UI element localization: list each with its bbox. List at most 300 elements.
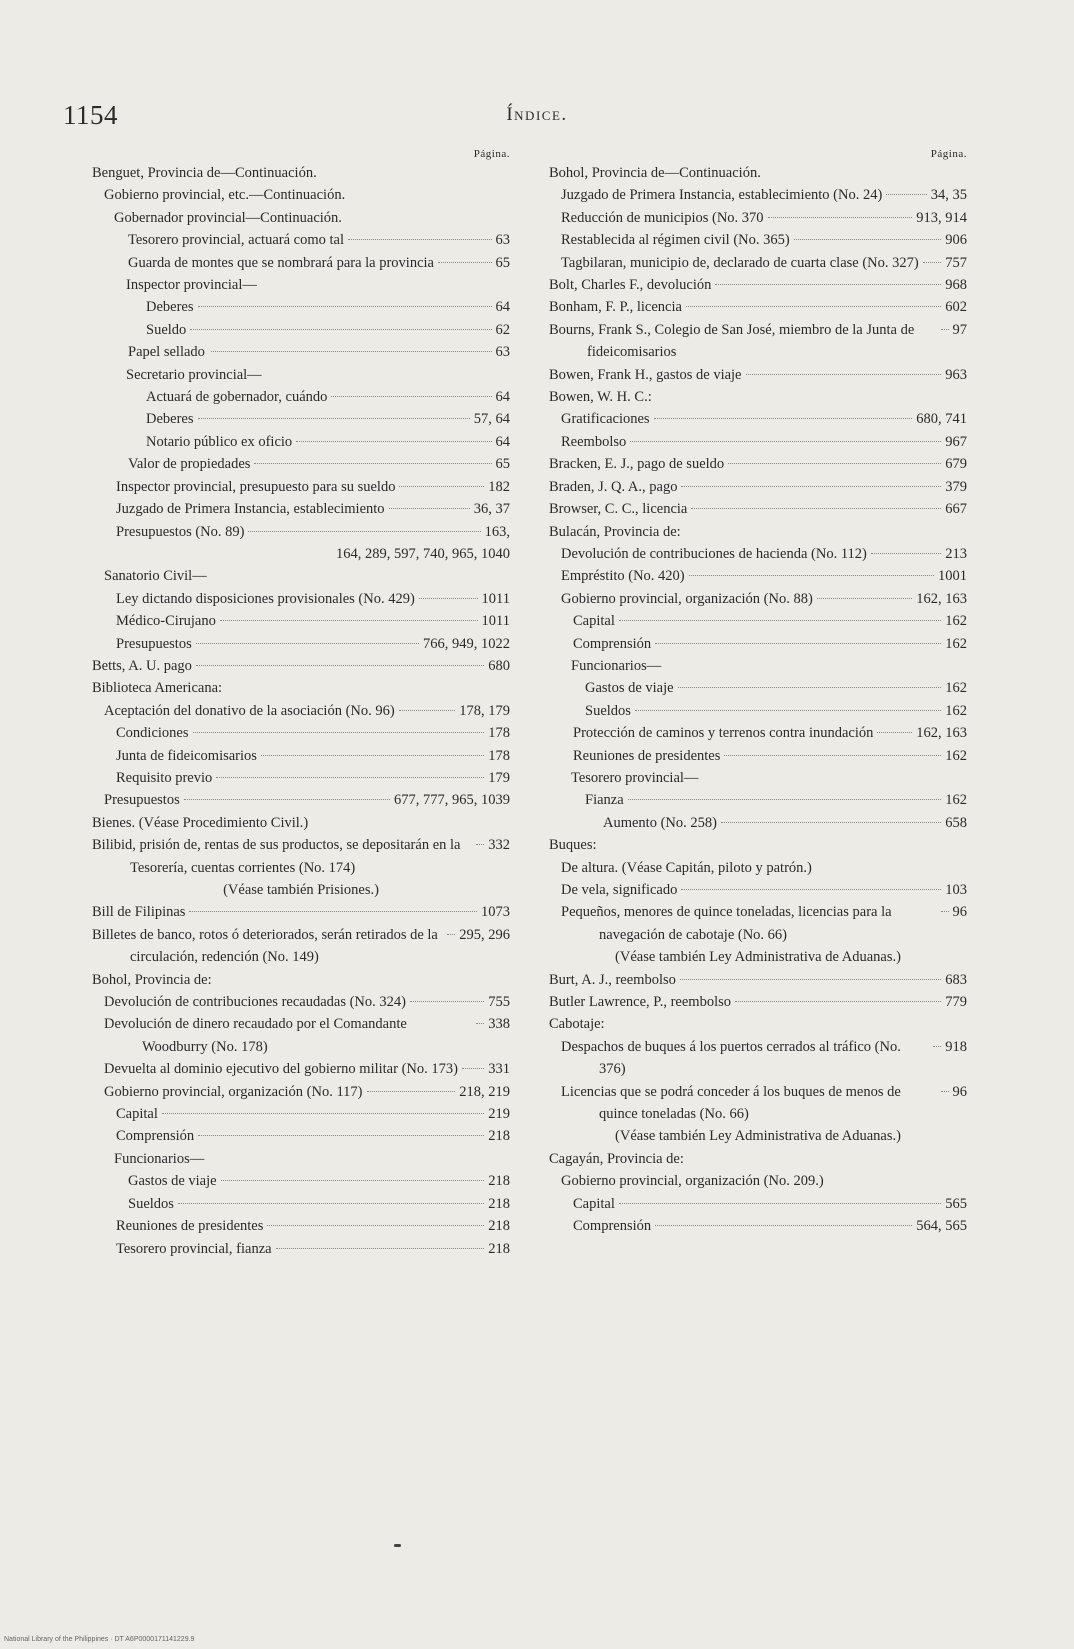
entry-text: Presupuestos (116, 635, 192, 652)
leader-dots (735, 1001, 941, 1002)
index-entry (549, 184, 967, 206)
index-entry (549, 991, 967, 1013)
leader-dots (886, 194, 926, 195)
entry-page: 178 (488, 725, 510, 742)
index-entry (92, 453, 510, 475)
index-entry (549, 901, 967, 946)
entry-page: 218 (488, 1240, 510, 1257)
index-entry (92, 476, 510, 498)
entry-text: Comprensión (573, 1218, 652, 1235)
entry-text: Junta de fideicomisarios (116, 747, 257, 764)
entry-text: Aumento (No. 258) (603, 814, 717, 831)
entry-text: Bulacán, Provincia de: (549, 523, 681, 540)
entry-text: Bracken, E. J., pago de sueldo (549, 456, 725, 473)
entry-text: Actuará de gobernador, cuándo (146, 389, 328, 406)
entry-text: Capital (116, 1106, 158, 1123)
page-header (0, 100, 1074, 140)
index-entry (549, 296, 967, 318)
index-entry (92, 812, 510, 834)
leader-dots (817, 598, 912, 599)
entry-text: Sueldo (146, 321, 187, 338)
entry-page: 162 (945, 747, 967, 764)
index-entry (549, 476, 967, 498)
index-entry (92, 610, 510, 632)
entry-page: 64 (495, 433, 510, 450)
index-entry (549, 610, 967, 632)
entry-page: 967 (945, 433, 967, 450)
index-entry (549, 969, 967, 991)
entry-page: 65 (495, 456, 510, 473)
index-entry (92, 207, 510, 229)
entry-page: 103 (945, 882, 967, 898)
entry-text: Devolución de dinero recaudado por el Comandante Woodburry (No. 178) (104, 1016, 407, 1055)
entry-page: 680 (488, 657, 510, 674)
entry-page: 63 (495, 232, 510, 249)
entry-page: 96 (952, 1083, 967, 1100)
index-entry (92, 565, 510, 587)
entry-text: Secretario provincial— (126, 366, 262, 383)
index-column-right (549, 146, 967, 1238)
leader-dots (630, 441, 941, 442)
entry-text: Despachos de buques á los puertos cerrados al tráfico (No. 376) (561, 1038, 901, 1078)
entry-text: Licencias que se podrá conceder á los buques de menos de quince toneladas (No. 66) (561, 1083, 901, 1123)
index-entry (549, 498, 967, 520)
scan-footer: National Library of the Philippines · DT A6P0000171141229.9 (4, 1636, 195, 1643)
index-entry (92, 745, 510, 767)
entry-text: Bilibid, prisión de, rentas de sus productos, se depositarán en la Tesorería, cuentas corrientes (No. 174) (92, 837, 461, 876)
leader-dots (941, 329, 949, 330)
entry-text: De vela, significado (561, 882, 678, 898)
entry-text: Bonham, F. P., licencia (549, 299, 682, 316)
index-entry (92, 789, 510, 811)
entry-text: Benguet, Provincia de—Continuación. (92, 165, 317, 181)
entry-page: 1001 (938, 568, 967, 585)
index-entry (92, 408, 510, 430)
entry-text: Juzgado de Primera Instancia, establecimiento (116, 501, 385, 518)
index-entry (92, 1125, 510, 1147)
entry-page: 564, 565 (916, 1218, 967, 1235)
index-entry (549, 431, 967, 453)
leader-dots (211, 351, 491, 352)
leader-dots (221, 1180, 485, 1181)
leader-dots (871, 553, 941, 554)
leader-dots (680, 979, 941, 980)
leader-dots (721, 822, 941, 823)
leader-dots (619, 1203, 941, 1204)
leader-dots (794, 239, 942, 240)
index-entry (92, 1081, 510, 1103)
index-entry (92, 386, 510, 408)
leader-dots (196, 665, 484, 666)
entry-text: Juzgado de Primera Instancia, establecimiento (No. 24) (561, 187, 883, 204)
entry-text: Gratificaciones (561, 411, 650, 428)
pagina-label-left: Página. (473, 148, 510, 160)
entry-text: Deberes (146, 411, 194, 428)
index-entry (92, 1148, 510, 1170)
entry-text: Bohol, Provincia de—Continuación. (549, 165, 761, 181)
entry-text: Gobierno provincial, organización (No. 88) (561, 590, 813, 607)
leader-dots (389, 508, 470, 509)
leader-dots (681, 889, 941, 890)
leader-dots (681, 486, 941, 487)
entry-page: 677, 777, 965, 1039 (394, 792, 510, 809)
leader-dots (628, 799, 942, 800)
index-entry (92, 924, 510, 969)
entry-text: Pequeños, menores de quince toneladas, licencias para la navegación de cabotaje (No. 66) (561, 904, 892, 943)
entry-text: Devolución de contribuciones de hacienda (No. 112) (561, 545, 867, 562)
index-entry (549, 677, 967, 699)
leader-dots (689, 575, 934, 576)
entry-page: 963 (945, 366, 967, 383)
entry-text: Cabotaje: (549, 1016, 605, 1033)
index-entry (549, 789, 967, 811)
entry-page: 1011 (481, 613, 510, 630)
entry-text: Presupuestos (No. 89) (116, 523, 245, 540)
index-entry (92, 1103, 510, 1125)
entry-page: 331 (488, 1061, 510, 1078)
index-entry (92, 901, 510, 923)
leader-dots (178, 1203, 484, 1204)
entry-text: Comprensión (116, 1128, 195, 1145)
index-entry (549, 565, 967, 587)
entry-page: 162, 163 (916, 590, 967, 607)
entry-page: 667 (945, 501, 967, 518)
leader-dots (933, 1046, 941, 1047)
entry-text: Médico-Cirujano (116, 613, 216, 630)
leader-dots (728, 463, 941, 464)
entry-text: Biblioteca Americana: (92, 680, 223, 697)
index-entry (549, 655, 967, 677)
index-entry (92, 633, 510, 655)
index-entry (549, 453, 967, 475)
entry-page: 178 (488, 747, 510, 764)
leader-dots (198, 306, 492, 307)
entry-text: Aceptación del donativo de la asociación (No. 96) (104, 702, 395, 719)
entry-text: Restablecida al régimen civil (No. 365) (561, 232, 790, 249)
entry-text: (Véase también Ley Administrativa de Aduanas.) (615, 1128, 901, 1145)
entry-text: Bohol, Provincia de: (92, 971, 212, 988)
leader-dots (635, 710, 941, 711)
page-number: 1154 (63, 100, 118, 130)
leader-dots (248, 531, 480, 532)
index-entry (92, 184, 510, 206)
leader-dots (438, 262, 492, 263)
leader-dots (189, 911, 477, 912)
leader-dots (619, 620, 941, 621)
index-entry (549, 946, 967, 968)
index-entry (92, 677, 510, 699)
index-entry (92, 722, 510, 744)
index-entry (549, 274, 967, 296)
entry-text: Gobierno provincial, organización (No. 209.) (561, 1173, 824, 1190)
index-entry (92, 296, 510, 318)
index-entry (549, 521, 967, 543)
leader-dots (196, 643, 419, 644)
entry-text: Bolt, Charles F., devolución (549, 277, 712, 294)
entry-page: 680, 741 (916, 411, 967, 428)
entry-text: (Véase también Prisiones.) (223, 882, 379, 898)
entry-text: Empréstito (No. 420) (561, 568, 685, 585)
index-entry (92, 319, 510, 341)
entry-page: 219 (488, 1106, 510, 1123)
entry-page: 295, 296 (459, 926, 510, 943)
leader-dots (261, 755, 484, 756)
index-entry (549, 319, 967, 364)
entry-text: Gastos de viaje (128, 1173, 217, 1190)
index-entry (92, 588, 510, 610)
index-entry (549, 408, 967, 430)
entry-text: Betts, A. U. pago (92, 657, 192, 674)
index-entry (549, 588, 967, 610)
index-entry (92, 229, 510, 251)
entry-page: 163, (484, 523, 510, 540)
entry-page: 565 (945, 1195, 967, 1212)
entry-text: Valor de propiedades (128, 456, 251, 473)
entry-text: Tesorero provincial— (571, 769, 699, 786)
leader-dots (162, 1113, 484, 1114)
leader-dots (654, 418, 913, 419)
leader-dots (348, 239, 492, 240)
index-entry (92, 1193, 510, 1215)
entry-text: Reuniones de presidentes (116, 1218, 264, 1235)
index-entry (549, 834, 967, 856)
index-entry (92, 274, 510, 296)
leader-dots (410, 1001, 484, 1002)
entry-page: 182 (488, 478, 510, 495)
leader-dots (296, 441, 491, 442)
index-entry (92, 521, 510, 543)
entry-text: Bienes. (Véase Procedimiento Civil.) (92, 814, 309, 831)
entry-text: Funcionarios— (571, 657, 662, 674)
entry-page: 213 (945, 545, 967, 562)
index-entry (92, 969, 510, 991)
leader-dots (267, 1225, 484, 1226)
index-entry (92, 1058, 510, 1080)
index-entry (549, 364, 967, 386)
entry-page: 338 (488, 1016, 510, 1033)
entry-page: 65 (495, 254, 510, 271)
index-entry (549, 1215, 967, 1237)
entry-text: Notario público ex oficio (146, 433, 293, 450)
entry-page: 218, 219 (459, 1083, 510, 1100)
pagina-label-right: Página. (930, 148, 967, 160)
entry-page: 162 (945, 613, 967, 630)
leader-dots (476, 844, 484, 845)
index-entry (549, 386, 967, 408)
entry-text: Ley dictando disposiciones provisionales (No. 429) (116, 590, 415, 607)
index-entry (549, 207, 967, 229)
entry-page: 968 (945, 277, 967, 294)
entry-page: 1011 (481, 590, 510, 607)
left-entries (92, 162, 510, 1260)
leader-dots (462, 1068, 484, 1069)
index-entry (92, 162, 510, 184)
entry-text: Reembolso (561, 433, 627, 450)
entry-text: Braden, J. Q. A., pago (549, 478, 678, 495)
entry-page: 757 (945, 254, 967, 271)
entry-page: 658 (945, 814, 967, 831)
entry-page: 36, 37 (473, 501, 510, 518)
index-entry (549, 1081, 967, 1126)
entry-page: 602 (945, 299, 967, 316)
entry-text: Tesorero provincial, fianza (116, 1240, 272, 1257)
entry-text: Gastos de viaje (585, 680, 674, 697)
index-column-left (92, 146, 510, 1260)
leader-dots (367, 1091, 456, 1092)
entry-page: 332 (488, 837, 510, 854)
entry-text: Sueldos (585, 702, 631, 719)
entry-text: Papel sellado (128, 344, 205, 361)
entry-text: Gobierno provincial, organización (No. 117) (104, 1083, 363, 1100)
entry-text: Comprensión (573, 635, 652, 652)
index-entry (549, 162, 967, 184)
entry-text: Bill de Filipinas (92, 904, 186, 921)
entry-page: 1073 (481, 904, 510, 921)
entry-text: Devuelta al dominio ejecutivo del gobierno militar (No. 173) (104, 1061, 458, 1078)
entry-page: 63 (495, 344, 510, 361)
entry-text: Billetes de banco, rotos ó deteriorados, serán retirados de la circulación, redención (No. 149) (92, 926, 438, 966)
entry-text: Bowen, Frank H., gastos de viaje (549, 366, 742, 383)
leader-dots (399, 710, 456, 711)
index-entry (92, 879, 510, 901)
index-entry (92, 834, 510, 879)
entry-text: Tagbilaran, municipio de, declarado de cuarta clase (No. 327) (561, 254, 919, 271)
leader-dots (476, 1023, 484, 1024)
leader-dots (678, 687, 942, 688)
entry-text: Bourns, Frank S., Colegio de San José, miembro de la Junta de fideicomisarios (549, 321, 915, 361)
index-entry (92, 1215, 510, 1237)
leader-dots (419, 598, 478, 599)
entry-page: 162 (945, 702, 967, 719)
index-entry (549, 1036, 967, 1081)
entry-text: Browser, C. C., licencia (549, 501, 688, 518)
index-entry (549, 1125, 967, 1147)
entry-text: Cagayán, Provincia de: (549, 1150, 684, 1167)
index-entry (92, 431, 510, 453)
index-entry (92, 498, 510, 520)
index-entry (92, 252, 510, 274)
index-entry (92, 1013, 510, 1058)
leader-dots (447, 934, 455, 935)
entry-page: 162, 163 (916, 725, 967, 742)
entry-text: Deberes (146, 299, 194, 316)
leader-dots (220, 620, 478, 621)
entry-page: 218 (488, 1128, 510, 1145)
index-entry (549, 633, 967, 655)
index-entry (549, 700, 967, 722)
leader-dots (724, 755, 941, 756)
page-title: Índice. (506, 104, 568, 125)
entry-text: 164, 289, 597, 740, 965, 1040 (336, 545, 510, 562)
entry-page: 755 (488, 994, 510, 1011)
entry-page: 913, 914 (916, 209, 967, 226)
leader-dots (190, 329, 491, 330)
entry-text: Protección de caminos y terrenos contra inundación (573, 725, 874, 742)
entry-page: 179 (488, 769, 510, 786)
index-entry (92, 364, 510, 386)
leader-dots (331, 396, 491, 397)
leader-dots (746, 374, 942, 375)
index-entry (549, 1170, 967, 1192)
entry-text: Burt, A. J., reembolso (549, 971, 676, 988)
index-entry (549, 543, 967, 565)
index-entry (549, 812, 967, 834)
index-entry (549, 1148, 967, 1170)
entry-page: 62 (495, 321, 510, 338)
entry-text: Presupuestos (104, 792, 180, 809)
entry-text: Gobernador provincial—Continuación. (114, 209, 342, 226)
entry-page: 683 (945, 971, 967, 988)
index-entry (92, 655, 510, 677)
entry-text: Tesorero provincial, actuará como tal (128, 232, 344, 249)
entry-text: Devolución de contribuciones recaudadas (No. 324) (104, 994, 406, 1011)
leader-dots (877, 732, 912, 733)
entry-text: Butler Lawrence, P., reembolso (549, 994, 732, 1011)
entry-text: Gobierno provincial, etc.—Continuación. (104, 187, 346, 204)
entry-page: 218 (488, 1195, 510, 1212)
index-entry (549, 722, 967, 744)
entry-page: 64 (495, 299, 510, 316)
index-entry (549, 745, 967, 767)
leader-dots (254, 463, 491, 464)
entry-text: Funcionarios— (114, 1150, 205, 1167)
entry-text: Capital (573, 613, 615, 630)
leader-dots (686, 306, 941, 307)
entry-page: 218 (488, 1173, 510, 1190)
entry-page: 178, 179 (459, 702, 510, 719)
leader-dots (768, 217, 913, 218)
leader-dots (941, 911, 949, 912)
entry-page: 57, 64 (473, 411, 510, 428)
entry-page: 162 (945, 635, 967, 652)
leader-dots (193, 732, 485, 733)
entry-text: Sanatorio Civil— (104, 568, 207, 585)
index-entry (549, 229, 967, 251)
index-entry (549, 252, 967, 274)
index-entry (549, 1193, 967, 1215)
index-entry (92, 767, 510, 789)
entry-text: Bowen, W. H. C.: (549, 389, 652, 406)
index-entry (92, 341, 510, 363)
entry-text: De altura. (Véase Capitán, piloto y patrón.) (561, 859, 812, 876)
entry-text: Inspector provincial— (126, 277, 257, 294)
entry-text: Sueldos (128, 1195, 174, 1212)
index-entry (92, 700, 510, 722)
right-entries (549, 162, 967, 1238)
leader-dots (276, 1248, 485, 1249)
printer-mark (394, 1544, 401, 1547)
entry-text: Buques: (549, 837, 597, 854)
leader-dots (923, 262, 942, 263)
entry-text: Requisito previo (116, 769, 213, 786)
entry-page: 766, 949, 1022 (423, 635, 510, 652)
entry-page: 34, 35 (930, 187, 967, 204)
leader-dots (715, 284, 941, 285)
entry-page: 218 (488, 1218, 510, 1235)
entry-page: 162 (945, 680, 967, 697)
entry-page: 379 (945, 478, 967, 495)
index-entry (549, 1013, 967, 1035)
entry-text: Inspector provincial, presupuesto para su sueldo (116, 478, 396, 495)
leader-dots (399, 486, 484, 487)
index-entry (549, 879, 967, 901)
entry-text: Reuniones de presidentes (573, 747, 721, 764)
index-entry (549, 767, 967, 789)
entry-text: Reducción de municipios (No. 370 (561, 209, 764, 226)
entry-text: Capital (573, 1195, 615, 1212)
leader-dots (655, 1225, 912, 1226)
entry-text: Condiciones (116, 725, 189, 742)
